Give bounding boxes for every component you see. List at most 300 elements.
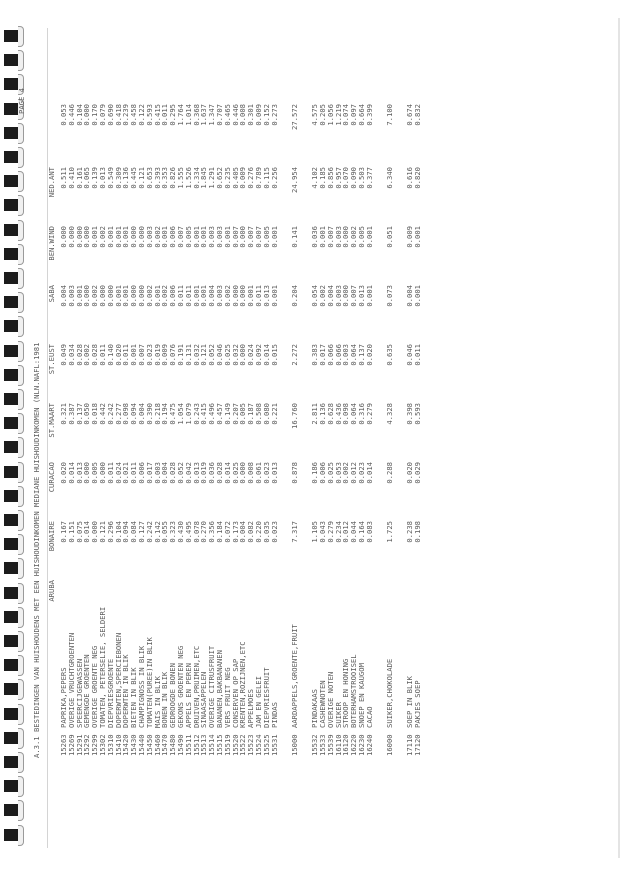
cell-value: 0.005	[90, 462, 100, 484]
cell-value: 2.811	[310, 403, 320, 425]
cell-value: 0.295	[168, 104, 178, 126]
cell-value: 0.020	[59, 462, 68, 484]
row-code: 16000	[385, 734, 395, 756]
row-code: 15532	[310, 734, 320, 756]
cell-value: 0.000	[137, 285, 146, 307]
cell-value: 0.173	[230, 521, 240, 543]
row-label: GEKONS GROENTEN NEG	[176, 645, 185, 728]
row-label: CASHEWNOTEN	[317, 680, 327, 728]
cell-value: 0.000	[98, 285, 107, 307]
row-code: 17110	[405, 734, 415, 756]
row-code: 15522	[238, 734, 248, 756]
cell-value: 1.764	[176, 104, 185, 126]
cell-value: 0.001	[160, 226, 170, 248]
cell-value: 0.061	[254, 462, 263, 484]
cell-value: 0.014	[222, 462, 232, 484]
cell-value: 0.000	[230, 285, 240, 307]
cell-value: 0.002	[317, 285, 327, 307]
cell-value: 0.020	[405, 462, 415, 484]
cell-value: 0.220	[254, 521, 263, 543]
cell-value: 0.024	[246, 344, 256, 366]
cell-value: 0.000	[82, 462, 92, 484]
row-code: 15512	[191, 734, 201, 756]
cell-value: 0.104	[74, 104, 84, 126]
cell-value: 0.415	[152, 104, 162, 126]
cell-value: 0.064	[349, 344, 359, 366]
cell-value: 0.080	[261, 403, 271, 425]
cell-value: 0.014	[364, 462, 374, 484]
cell-value: 7.317	[289, 521, 299, 543]
cell-value: 0.446	[66, 104, 76, 126]
cell-value: 0.549	[105, 167, 115, 189]
cell-value: 0.878	[289, 462, 299, 484]
row-label: SINAASAPPELEN	[199, 671, 209, 728]
cell-value: 0.653	[144, 167, 154, 189]
cell-value: 0.003	[207, 226, 217, 248]
cell-value: 0.052	[207, 344, 217, 366]
row-label: DRUIVEN,PRUIMEN,ETC	[191, 645, 201, 728]
cell-value: 0.001	[121, 226, 131, 248]
cell-value: 0.186	[310, 462, 320, 484]
cell-value: 0.301	[246, 104, 256, 126]
cell-value: 0.035	[261, 521, 271, 543]
cell-value: 0.011	[160, 104, 170, 126]
cell-value: 0.003	[333, 226, 343, 248]
cell-value: 0.393	[152, 167, 162, 189]
cell-value: 0.001	[129, 344, 139, 366]
row-label: BOTERHAMSTROOISEL	[349, 654, 359, 728]
cell-value: 0.011	[176, 285, 185, 307]
cell-value: 0.014	[261, 344, 271, 366]
page-number: PAGE 4	[17, 88, 26, 114]
row-code: 15460	[152, 734, 162, 756]
row-label: BANANEN,BAKBANANEN	[215, 650, 224, 728]
row-code: 16220	[349, 734, 359, 756]
cell-value: 0.221	[269, 403, 279, 425]
cell-value: 0.446	[230, 104, 240, 126]
row-label: SUIKER	[333, 702, 343, 728]
cell-value: 0.356	[207, 521, 217, 543]
column-header: SABA	[47, 285, 56, 303]
cell-value: 0.007	[254, 226, 263, 248]
cell-value: 0.003	[215, 226, 224, 248]
cell-value: 0.309	[113, 167, 123, 189]
cell-value: 0.051	[385, 226, 395, 248]
cell-value: 0.001	[222, 226, 232, 248]
cell-value: 0.000	[129, 226, 139, 248]
cell-value: 0.458	[129, 104, 139, 126]
cell-value: 0.436	[333, 403, 343, 425]
row-code: 16110	[333, 734, 343, 756]
cell-value: 0.009	[254, 104, 263, 126]
row-label: OVERIGE GROENTE NEG	[90, 645, 100, 728]
cell-value: 0.001	[199, 285, 209, 307]
cell-value: 0.628	[325, 403, 335, 425]
cell-value: 0.013	[261, 285, 271, 307]
cell-value: 0.139	[90, 167, 100, 189]
cell-value: 0.296	[105, 521, 115, 543]
cell-value: 0.023	[269, 521, 279, 543]
cell-value: 0.034	[66, 344, 76, 366]
column-header: BONAIRE	[47, 521, 56, 552]
cell-value: 0.187	[246, 403, 256, 425]
cell-value: 0.044	[349, 521, 359, 543]
row-label: TOMATEN, PETERSELIE, SELDERI	[98, 606, 107, 728]
cell-value: 0.073	[385, 285, 395, 307]
row-code: 15524	[254, 734, 263, 756]
cell-value: 0.009	[160, 344, 170, 366]
cell-value: 0.002	[152, 226, 162, 248]
row-label: STROOP EN HONING	[341, 658, 351, 728]
cell-value: 0.826	[168, 167, 178, 189]
row-code: 15263	[59, 734, 68, 756]
cell-value: 0.009	[238, 167, 248, 189]
column-header: ST.EUST	[47, 344, 56, 375]
cell-value: 0.019	[152, 344, 162, 366]
row-label: GEMENGDE GROENTEN	[82, 654, 92, 728]
cell-value: 0.054	[310, 285, 320, 307]
cell-value: 0.707	[215, 104, 224, 126]
cell-value: 0.011	[413, 344, 423, 366]
cell-value: 0.007	[349, 285, 359, 307]
cell-value: 0.001	[413, 285, 423, 307]
cell-value: 0.011	[254, 285, 263, 307]
column-header: ARUBA	[47, 580, 56, 602]
row-label: JAM EN GELEI	[254, 676, 263, 728]
cell-value: 0.013	[74, 462, 84, 484]
row-label: VERS FRUIT NEG	[222, 667, 232, 728]
row-label: SUIKER,CHOKOLADE	[385, 658, 395, 728]
cell-value: 0.003	[144, 226, 154, 248]
row-label: GEDROOGDE BONEN	[168, 663, 178, 728]
row-code: 15514	[207, 734, 217, 756]
cell-value: 0.007	[325, 226, 335, 248]
row-label: SPEERCIJGEWASSEN	[74, 658, 84, 728]
cell-value: 0.136	[317, 403, 327, 425]
cell-value: 0.115	[261, 167, 271, 189]
cell-value: 0.399	[364, 104, 374, 126]
cell-value: 0.003	[66, 285, 76, 307]
row-label: PAPRIKA,PEPERS	[59, 667, 68, 728]
cell-value: 0.000	[82, 285, 92, 307]
cell-value: 0.084	[129, 521, 139, 543]
cell-value: 1.219	[333, 104, 343, 126]
cell-value: 0.007	[137, 344, 146, 366]
cell-value: 0.000	[137, 226, 146, 248]
cell-value: 0.170	[90, 104, 100, 126]
row-label: BIETEN IN BLIK	[129, 667, 139, 728]
cell-value: 0.098	[121, 403, 131, 425]
cell-value: 0.161	[74, 167, 84, 189]
cell-value: 0.052	[176, 462, 185, 484]
cell-value: 0.032	[230, 344, 240, 366]
cell-value: 0.049	[59, 344, 68, 366]
row-label: MAIS IN BLIK	[152, 676, 162, 728]
cell-value: 0.000	[105, 285, 115, 307]
cell-value: 0.098	[341, 403, 351, 425]
cell-value: 0.065	[82, 167, 92, 189]
cell-value: 0.001	[269, 285, 279, 307]
row-code: 15440	[137, 734, 146, 756]
cell-value: 0.006	[168, 226, 178, 248]
row-label: PINDAKAAS	[310, 689, 320, 728]
row-code: 15533	[317, 734, 327, 756]
cell-value: 0.593	[144, 104, 154, 126]
cell-value: 0.001	[152, 285, 162, 307]
cell-value: 0.207	[230, 403, 240, 425]
cell-value: 0.137	[356, 344, 366, 366]
cell-value: 0.149	[222, 403, 232, 425]
cell-value: 0.020	[113, 344, 123, 366]
cell-value: 0.094	[129, 403, 139, 425]
cell-value: 0.273	[269, 104, 279, 126]
cell-value: 0.235	[222, 167, 232, 189]
cell-value: 4.102	[310, 167, 320, 189]
cell-value: 0.000	[238, 226, 248, 248]
cell-value: 0.242	[105, 403, 115, 425]
cell-value: 0.238	[405, 521, 415, 543]
cell-value: 0.003	[333, 285, 343, 307]
row-label: OVERIGE NOTEN	[325, 671, 335, 728]
row-code: 17120	[413, 734, 423, 756]
cell-value: 0.006	[137, 462, 146, 484]
cell-value: 0.243	[191, 403, 201, 425]
cell-value: 0.508	[254, 403, 263, 425]
cell-value: 0.001	[90, 226, 100, 248]
cell-value: 0.000	[238, 344, 248, 366]
cell-value: 0.167	[59, 521, 68, 543]
row-code: 15269	[66, 734, 76, 756]
cell-value: 0.000	[341, 226, 351, 248]
cell-value: 0.430	[176, 521, 185, 543]
cell-value: 0.023	[144, 344, 154, 366]
cell-value: 0.013	[356, 285, 366, 307]
cell-value: 0.405	[230, 167, 240, 189]
cell-value: 0.957	[333, 167, 343, 189]
cell-value: 1.637	[199, 104, 209, 126]
cell-value: 1.105	[310, 521, 320, 543]
cell-value: 0.005	[356, 226, 366, 248]
cell-value: 0.006	[317, 462, 327, 484]
cell-value: 0.075	[74, 521, 84, 543]
cell-value: 0.055	[160, 521, 170, 543]
cell-value: 0.205	[317, 104, 327, 126]
cell-value: 2.272	[289, 344, 299, 366]
cell-value: 0.000	[66, 226, 76, 248]
cell-value: 0.377	[364, 167, 374, 189]
cell-value: 0.820	[413, 167, 423, 189]
row-code: 15531	[269, 734, 279, 756]
row-label: APPELMOES	[246, 689, 256, 728]
cell-value: 0.000	[341, 285, 351, 307]
cell-value: 0.256	[269, 167, 279, 189]
row-code: 15299	[90, 734, 100, 756]
row-label: PAKJES SOEP	[413, 680, 423, 728]
cell-value: 0.008	[238, 104, 248, 126]
cell-value: 0.279	[325, 521, 335, 543]
cell-value: 0.043	[317, 521, 327, 543]
cell-value: 0.140	[105, 344, 115, 366]
row-code: 15480	[168, 734, 178, 756]
cell-value: 0.001	[246, 285, 256, 307]
cell-value: 0.072	[222, 521, 232, 543]
cell-value: 0.832	[413, 104, 423, 126]
cell-value: 0.445	[129, 167, 139, 189]
row-code: 15539	[325, 734, 335, 756]
cell-value: 0.270	[199, 521, 209, 543]
cell-value: 0.164	[356, 521, 366, 543]
cell-value: 0.050	[82, 403, 92, 425]
cell-value: 0.316	[356, 403, 366, 425]
cell-value: 0.028	[74, 344, 84, 366]
cell-value: 0.023	[261, 462, 271, 484]
cell-value: 0.000	[82, 226, 92, 248]
cell-value: 0.046	[215, 344, 224, 366]
cell-value: 0.690	[105, 104, 115, 126]
cell-value: 0.104	[113, 521, 123, 543]
cell-value: 0.442	[98, 403, 107, 425]
cell-value: 0.019	[199, 462, 209, 484]
cell-value: 0.000	[238, 462, 248, 484]
cell-value: 0.390	[144, 403, 154, 425]
row-code: 15450	[144, 734, 154, 756]
cell-value: 0.410	[66, 167, 76, 189]
cell-value: 0.012	[349, 462, 359, 484]
cell-value: 0.122	[137, 104, 146, 126]
row-code: 15410	[113, 734, 123, 756]
cell-value: 0.036	[207, 462, 217, 484]
row-code: 15490	[176, 734, 185, 756]
column-header: CURACAO	[47, 462, 56, 493]
cell-value: 0.017	[144, 462, 154, 484]
cell-value: 0.323	[168, 521, 178, 543]
cell-value: 1.054	[176, 403, 185, 425]
cell-value: 1.555	[176, 167, 185, 189]
cell-value: 0.025	[222, 344, 232, 366]
cell-value: 0.004	[137, 403, 146, 425]
cell-value: 0.127	[137, 521, 146, 543]
cell-value: 0.001	[191, 226, 201, 248]
cell-value: 1.291	[207, 167, 217, 189]
row-code: 15523	[246, 734, 256, 756]
cell-value: 0.009	[405, 226, 415, 248]
cell-value: 0.020	[364, 344, 374, 366]
cell-value: 1.056	[325, 104, 335, 126]
cell-value: 0.418	[113, 104, 123, 126]
cell-value: 0.000	[90, 521, 100, 543]
cell-value: 0.002	[144, 285, 154, 307]
cell-value: 0.066	[333, 344, 343, 366]
cell-value: 0.097	[349, 104, 359, 126]
cell-value: 0.001	[364, 226, 374, 248]
cell-value: 0.218	[152, 403, 162, 425]
cell-value: 0.002	[222, 285, 232, 307]
cell-value: 0.004	[325, 285, 335, 307]
cell-value: 0.142	[152, 521, 162, 543]
row-code: 15520	[230, 734, 240, 756]
cell-value: 0.141	[289, 226, 299, 248]
cell-value: 0.014	[82, 521, 92, 543]
cell-value: 0.152	[261, 104, 271, 126]
cell-value: 0.024	[113, 462, 123, 484]
cell-value: 0.028	[90, 344, 100, 366]
cell-value: 0.014	[66, 462, 76, 484]
cell-value: 0.029	[413, 462, 423, 484]
cell-value: 0.090	[349, 167, 359, 189]
cell-value: 0.064	[349, 403, 359, 425]
cell-value: 0.053	[333, 462, 343, 484]
cell-value: 0.003	[152, 462, 162, 484]
cell-value: 0.198	[413, 521, 423, 543]
cell-value: 0.136	[121, 167, 131, 189]
cell-value: 0.635	[385, 344, 395, 366]
row-label: OVERIGE VRUCHTGROENTEN	[66, 632, 76, 728]
cell-value: 4.575	[310, 104, 320, 126]
cell-value: 0.002	[82, 344, 92, 366]
cell-value: 0.003	[215, 285, 224, 307]
cell-value: 0.191	[176, 344, 185, 366]
cell-value: 0.005	[183, 226, 193, 248]
cell-value: 0.066	[325, 344, 335, 366]
cell-value: 0.204	[289, 285, 299, 307]
row-label: TOMATEN(PUREE)IN BLIK	[144, 637, 154, 728]
cell-value: 1.845	[199, 167, 209, 189]
cell-value: 0.383	[310, 344, 320, 366]
cell-value: 16.760	[289, 403, 299, 429]
row-label: DOPERWTEN IN BLIK	[121, 654, 131, 728]
cell-value: 0.046	[405, 344, 415, 366]
cell-value: 0.013	[98, 167, 107, 189]
cell-value: 0.242	[144, 521, 154, 543]
cell-value: 0.131	[183, 344, 193, 366]
cell-value: 0.003	[341, 344, 351, 366]
cell-value: 0.001	[199, 226, 209, 248]
cell-value: 0.475	[168, 403, 178, 425]
cell-value: 0.013	[269, 462, 279, 484]
row-label: CONSERVEN OP SAP	[230, 658, 240, 728]
cell-value: 0.013	[191, 462, 201, 484]
cell-value: 0.021	[121, 462, 131, 484]
cell-value: 0.070	[341, 167, 351, 189]
cell-value: 0.000	[238, 285, 248, 307]
cell-value: 0.511	[59, 167, 68, 189]
cell-value: 0.004	[160, 462, 170, 484]
cell-value: 0.185	[317, 167, 327, 189]
row-label: AARDAPPELS,GROENTE,FRUIT	[289, 624, 299, 728]
cell-value: 0.856	[325, 167, 335, 189]
cell-value: 0.121	[98, 521, 107, 543]
cell-value: 0.194	[160, 403, 170, 425]
cell-value: 0.005	[238, 403, 248, 425]
row-code: 15000	[289, 734, 299, 756]
cell-value: 0.001	[413, 226, 423, 248]
cell-value: 0.000	[129, 285, 139, 307]
cell-value: 0.007	[176, 226, 185, 248]
cell-value: 0.074	[341, 104, 351, 126]
cell-value: 0.593	[413, 403, 423, 425]
row-label: CHAMPIGNOSS IN BLIK	[137, 645, 146, 728]
cell-value: 0.092	[254, 344, 263, 366]
row-label: BONEN IN BLIK	[160, 671, 170, 728]
cell-value: 0.789	[254, 167, 263, 189]
cell-value: 0.007	[246, 226, 256, 248]
row-code: 15515	[215, 734, 224, 756]
cell-value: 0.023	[356, 462, 366, 484]
cell-value: 0.495	[183, 521, 193, 543]
cell-value: 0.011	[129, 462, 139, 484]
cell-value: 0.025	[230, 462, 240, 484]
cell-value: 0.496	[207, 403, 217, 425]
